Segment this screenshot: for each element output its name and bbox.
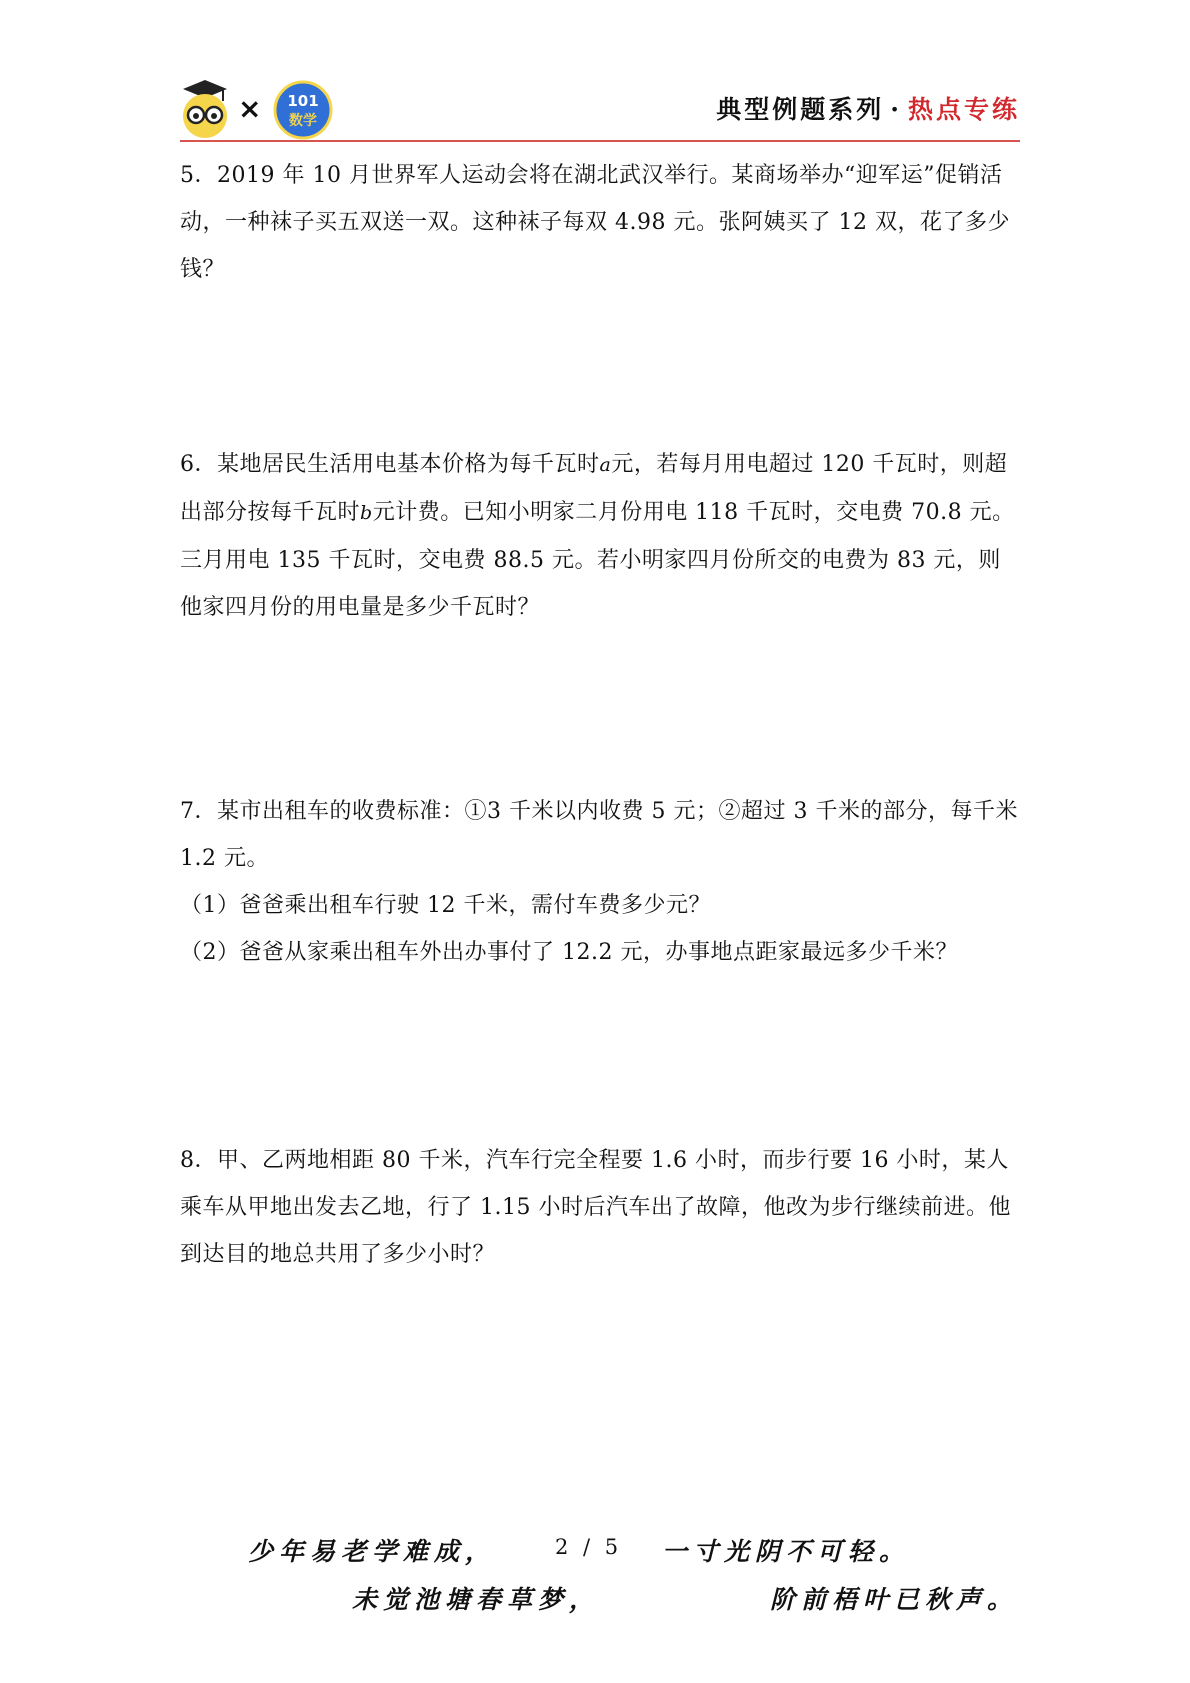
poem-line-1: 少年易老学难成，	[248, 1537, 497, 1566]
poem-line-3: 未觉池塘春草梦，	[352, 1585, 601, 1614]
svg-text:数学: 数学	[289, 113, 317, 129]
variable-a: a	[599, 454, 612, 476]
question-8-text: 8．甲、乙两地相距 80 千米，汽车行完全程要 1.6 小时，而步行要 16 小时，某人乘车从甲地出发去乙地，行了 1.15 小时后汽车出了故障，他改为步行继续前进。他到达目的地总共用了多少小时？	[180, 1148, 1011, 1267]
header-rule	[180, 140, 1020, 142]
series-subtitle: 热点专练	[907, 95, 1020, 124]
poem-line-4: 阶前梧叶已秋声。	[770, 1585, 1019, 1614]
question-6-part-2: 元，若每月用电超过 120 千瓦时，则超出部分按每千瓦时	[180, 452, 1008, 525]
question-8	[180, 1137, 1020, 1278]
question-7-part-1: （1）爸爸乘出租车行驶 12 千米，需付车费多少元？	[180, 893, 711, 918]
times-sign: ×	[238, 92, 262, 125]
series-title	[716, 90, 1020, 126]
question-5-text: 5．2019 年 10 月世界军人运动会将在湖北武汉举行。某商场举办“迎军运”促销活动，一种袜子买五双送一双。这种袜子每双 4.98 元。张阿姨买了 12 双，花了多少钱？	[180, 163, 1010, 282]
question-7-part-2: （2）爸爸从家乘出租车外出办事付了 12.2 元，办事地点距家最远多少千米？	[180, 940, 958, 965]
question-7	[180, 788, 1020, 976]
variable-b: b	[360, 502, 373, 524]
title-dot: ·	[890, 95, 902, 124]
svg-text:101: 101	[287, 92, 319, 110]
poem-line-2: 一寸光阴不可轻。	[662, 1537, 911, 1566]
question-6	[180, 441, 1020, 631]
owl-scholar-logo-icon	[180, 78, 230, 140]
question-7-stem: 7．某市出租车的收费标准：①3 千米以内收费 5 元；②超过 3 千米的部分，每千米 1.2 元。	[180, 799, 1018, 871]
question-6-text	[180, 441, 1020, 631]
101-math-logo-icon	[272, 80, 334, 140]
question-5	[180, 152, 1020, 293]
page-header	[180, 78, 1020, 142]
page-number: 2 / 5	[555, 1535, 623, 1559]
question-6-part-3: 元计费。已知小明家二月份用电 118 千瓦时，交电费 70.8 元。三月用电 135 千瓦时，交电费 88.5 元。若小明家四月份所交的电费为 83 元，则他家四月份的用电量是多少千瓦时？	[180, 500, 1015, 620]
question-6-part-1: 6．某地居民生活用电基本价格为每千瓦时	[180, 452, 600, 477]
series-name: 典型例题系列	[716, 95, 885, 124]
